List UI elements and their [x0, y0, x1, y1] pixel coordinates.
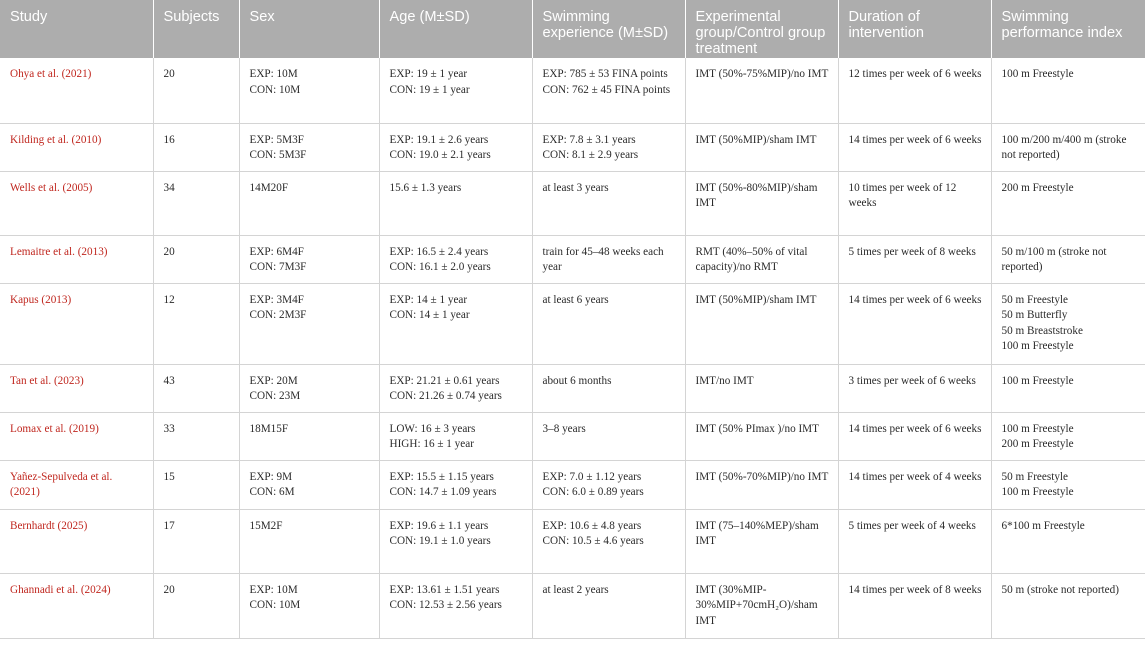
- cell-treatment: IMT (50%-75%MIP)/no IMT: [685, 58, 838, 123]
- header-study: Study: [0, 0, 153, 58]
- table-row: [0, 364, 1145, 412]
- cell-experience: train for 45–48 weeks each year: [532, 235, 685, 283]
- cell-experience: about 6 months: [532, 364, 685, 412]
- cell-performance-index: 200 m Freestyle: [991, 171, 1145, 235]
- cell-experience: EXP: 7.0 ± 1.12 years CON: 6.0 ± 0.89 years: [532, 460, 685, 509]
- cell-subjects: 43: [153, 364, 239, 412]
- cell-study[interactable]: Bernhardt (2025): [0, 509, 153, 573]
- cell-subjects: 16: [153, 123, 239, 171]
- table-row: [0, 171, 1145, 235]
- cell-experience: at least 2 years: [532, 573, 685, 638]
- cell-sex: 15M2F: [239, 509, 379, 573]
- cell-experience: EXP: 10.6 ± 4.8 years CON: 10.5 ± 4.6 years: [532, 509, 685, 573]
- cell-sex: EXP: 6M4F CON: 7M3F: [239, 235, 379, 283]
- cell-subjects: 20: [153, 573, 239, 638]
- cell-duration: 10 times per week of 12 weeks: [838, 171, 991, 235]
- table-row: [0, 235, 1145, 283]
- cell-age: EXP: 19.1 ± 2.6 years CON: 19.0 ± 2.1 years: [379, 123, 532, 171]
- cell-study[interactable]: Yañez-Sepulveda et al. (2021): [0, 460, 153, 509]
- header-performance-index: Swimming performance index: [991, 0, 1145, 58]
- cell-treatment: IMT (30%MIP-30%MIP+70cmH₂O)/sham IMT: [685, 573, 838, 638]
- cell-age: LOW: 16 ± 3 years HIGH: 16 ± 1 year: [379, 412, 532, 460]
- cell-age: EXP: 19 ± 1 year CON: 19 ± 1 year: [379, 58, 532, 123]
- cell-experience: 3–8 years: [532, 412, 685, 460]
- cell-duration: 3 times per week of 6 weeks: [838, 364, 991, 412]
- cell-study[interactable]: Ohya et al. (2021): [0, 58, 153, 123]
- table-header-row: [0, 0, 1145, 58]
- cell-study[interactable]: Kilding et al. (2010): [0, 123, 153, 171]
- header-subjects: Subjects: [153, 0, 239, 58]
- table-row: [0, 509, 1145, 573]
- cell-experience: at least 6 years: [532, 283, 685, 364]
- cell-subjects: 20: [153, 235, 239, 283]
- cell-study[interactable]: Lemaitre et al. (2013): [0, 235, 153, 283]
- cell-age: EXP: 21.21 ± 0.61 years CON: 21.26 ± 0.74 years: [379, 364, 532, 412]
- header-age: Age (M±SD): [379, 0, 532, 58]
- cell-subjects: 17: [153, 509, 239, 573]
- cell-sex: EXP: 5M3F CON: 5M3F: [239, 123, 379, 171]
- cell-performance-index: 6*100 m Freestyle: [991, 509, 1145, 573]
- table-row: [0, 412, 1145, 460]
- cell-age: EXP: 13.61 ± 1.51 years CON: 12.53 ± 2.56 years: [379, 573, 532, 638]
- cell-study[interactable]: Kapus (2013): [0, 283, 153, 364]
- cell-sex: 14M20F: [239, 171, 379, 235]
- header-sex: Sex: [239, 0, 379, 58]
- cell-treatment: RMT (40%–50% of vital capacity)/no RMT: [685, 235, 838, 283]
- table-body: [0, 58, 1145, 638]
- cell-treatment: IMT (50% PImax )/no IMT: [685, 412, 838, 460]
- cell-treatment: IMT (50%-80%MIP)/sham IMT: [685, 171, 838, 235]
- cell-sex: EXP: 10M CON: 10M: [239, 58, 379, 123]
- cell-study[interactable]: Ghannadi et al. (2024): [0, 573, 153, 638]
- table-row: [0, 283, 1145, 364]
- cell-sex: EXP: 20M CON: 23M: [239, 364, 379, 412]
- table-row: [0, 58, 1145, 123]
- header-swimming-experience: Swimming experience (M±SD): [532, 0, 685, 58]
- cell-duration: 14 times per week of 6 weeks: [838, 412, 991, 460]
- cell-subjects: 12: [153, 283, 239, 364]
- cell-sex: 18M15F: [239, 412, 379, 460]
- cell-sex: EXP: 3M4F CON: 2M3F: [239, 283, 379, 364]
- cell-treatment: IMT (75–140%MEP)/sham IMT: [685, 509, 838, 573]
- cell-subjects: 15: [153, 460, 239, 509]
- cell-age: EXP: 15.5 ± 1.15 years CON: 14.7 ± 1.09 years: [379, 460, 532, 509]
- cell-duration: 5 times per week of 8 weeks: [838, 235, 991, 283]
- cell-performance-index: 100 m Freestyle 200 m Freestyle: [991, 412, 1145, 460]
- cell-performance-index: 50 m (stroke not reported): [991, 573, 1145, 638]
- cell-treatment: IMT (50%MIP)/sham IMT: [685, 283, 838, 364]
- cell-subjects: 20: [153, 58, 239, 123]
- cell-study[interactable]: Lomax et al. (2019): [0, 412, 153, 460]
- cell-sex: EXP: 10M CON: 10M: [239, 573, 379, 638]
- cell-duration: 14 times per week of 6 weeks: [838, 123, 991, 171]
- cell-performance-index: 50 m/100 m (stroke not reported): [991, 235, 1145, 283]
- cell-treatment: IMT (50%-70%MIP)/no IMT: [685, 460, 838, 509]
- header-duration: Duration of intervention: [838, 0, 991, 58]
- cell-subjects: 33: [153, 412, 239, 460]
- cell-performance-index: 100 m Freestyle: [991, 58, 1145, 123]
- cell-age: 15.6 ± 1.3 years: [379, 171, 532, 235]
- cell-subjects: 34: [153, 171, 239, 235]
- cell-duration: 14 times per week of 4 weeks: [838, 460, 991, 509]
- header-treatment: Experimental group/Control group treatment: [685, 0, 838, 58]
- cell-treatment: IMT/no IMT: [685, 364, 838, 412]
- cell-performance-index: 50 m Freestyle 100 m Freestyle: [991, 460, 1145, 509]
- cell-experience: EXP: 7.8 ± 3.1 years CON: 8.1 ± 2.9 years: [532, 123, 685, 171]
- cell-study[interactable]: Tan et al. (2023): [0, 364, 153, 412]
- cell-performance-index: 100 m Freestyle: [991, 364, 1145, 412]
- table-row: [0, 460, 1145, 509]
- cell-age: EXP: 19.6 ± 1.1 years CON: 19.1 ± 1.0 years: [379, 509, 532, 573]
- cell-age: EXP: 14 ± 1 year CON: 14 ± 1 year: [379, 283, 532, 364]
- cell-study[interactable]: Wells et al. (2005): [0, 171, 153, 235]
- cell-duration: 14 times per week of 8 weeks: [838, 573, 991, 638]
- table-row: [0, 573, 1145, 638]
- cell-treatment: IMT (50%MIP)/sham IMT: [685, 123, 838, 171]
- cell-duration: 12 times per week of 6 weeks: [838, 58, 991, 123]
- cell-experience: at least 3 years: [532, 171, 685, 235]
- table-row: [0, 123, 1145, 171]
- cell-duration: 14 times per week of 6 weeks: [838, 283, 991, 364]
- cell-performance-index: 100 m/200 m/400 m (stroke not reported): [991, 123, 1145, 171]
- cell-experience: EXP: 785 ± 53 FINA points CON: 762 ± 45 FINA points: [532, 58, 685, 123]
- cell-age: EXP: 16.5 ± 2.4 years CON: 16.1 ± 2.0 years: [379, 235, 532, 283]
- cell-sex: EXP: 9M CON: 6M: [239, 460, 379, 509]
- cell-duration: 5 times per week of 4 weeks: [838, 509, 991, 573]
- cell-performance-index: 50 m Freestyle 50 m Butterfly 50 m Breaststroke 100 m Freestyle: [991, 283, 1145, 364]
